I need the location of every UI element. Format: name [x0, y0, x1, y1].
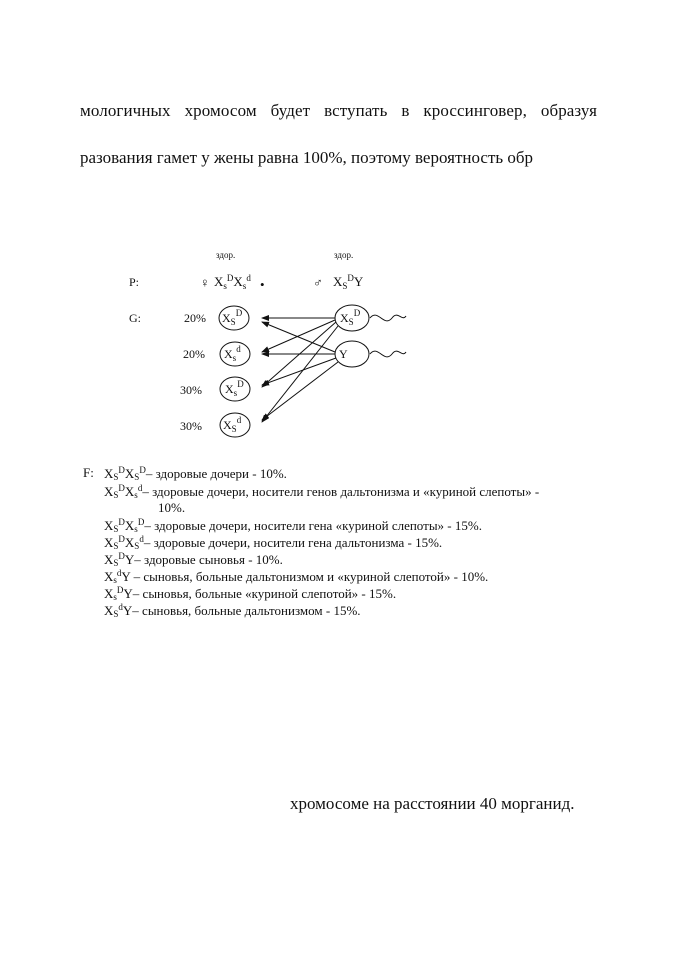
- offspring-description: – здоровые сыновья - 10%.: [134, 552, 283, 567]
- offspring-item: [104, 551, 283, 568]
- female-symbol-icon: ♀: [200, 275, 210, 290]
- offspring-item: [104, 483, 539, 500]
- offspring-item: [104, 517, 482, 534]
- offspring-genotype: $X_s^dY$: [104, 568, 131, 585]
- male-symbol-icon: ♂: [313, 275, 323, 290]
- mother-health-label: здор.: [216, 250, 236, 260]
- offspring-genotype: $X_S^DY$: [104, 551, 135, 568]
- male-gamete-x: [335, 305, 406, 331]
- svg-text:Xsd: $X_s^d$: [224, 344, 241, 363]
- gamete-percent: 30%: [180, 383, 202, 397]
- row-label-p: P:: [129, 275, 140, 289]
- offspring-genotype: $X_S^DX_s^D$: [104, 517, 145, 534]
- female-gamete-2: [183, 342, 250, 366]
- gamete-percent: 20%: [184, 311, 206, 325]
- offspring-description: – сыновья, больные дальтонизмом и «куриной слепотой» - 10%.: [130, 569, 489, 584]
- page-text-line-1: мологичных хромосом будет вступать в кроссинговер, образуя: [80, 101, 597, 120]
- svg-text:XSD: $X_S^D$: [222, 308, 243, 327]
- tail-icon: [370, 315, 406, 321]
- offspring-genotype: $X_S^DX_S^d$: [104, 534, 144, 551]
- female-gamete-1: [184, 306, 249, 330]
- svg-text:Y: Y: [339, 347, 348, 361]
- offspring-genotype: $X_S^dY$: [104, 602, 133, 619]
- female-gamete-3: [180, 377, 250, 401]
- tail-icon: [370, 351, 406, 357]
- offspring-description: – здоровые дочери, носители гена «куриной слепоты» - 15%.: [144, 518, 482, 533]
- page-text-line-3: хромосоме на расстоянии 40 морганид.: [290, 794, 575, 813]
- father-health-label: здор.: [334, 250, 354, 260]
- svg-text:XSD: $X_S^D$: [340, 308, 361, 327]
- offspring-item: [104, 568, 488, 585]
- row-label-g: G:: [129, 311, 141, 325]
- male-gamete-y: [335, 341, 406, 367]
- offspring-item: [104, 465, 287, 482]
- page-text-line-2: разования гамет у жены равна 100%, поэтому вероятность обр: [80, 148, 534, 167]
- offspring-description: – здоровые дочери, носители генов дальтонизма и «куриной слепоты» -: [142, 484, 540, 499]
- offspring-description: – сыновья, больные дальтонизмом - 15%.: [132, 603, 361, 618]
- father-genotype: $X_S^DY$: [333, 273, 364, 291]
- offspring-description: – сыновья, больные «куриной слепотой» - 15%.: [132, 586, 397, 601]
- gamete-percent: 20%: [183, 347, 205, 361]
- offspring-description-continued: 10%.: [158, 500, 186, 515]
- offspring-description: – здоровые дочери - 10%.: [145, 466, 287, 481]
- female-gamete-4: [180, 413, 250, 437]
- gamete-percent: 30%: [180, 419, 202, 433]
- offspring-item: [104, 585, 396, 602]
- offspring-label: F:: [83, 465, 94, 480]
- arrow-x-to-g4: [262, 326, 338, 422]
- svg-text:XSd: $X_S^d$: [223, 415, 242, 434]
- mother-genotype: $X_s^DX_s^d$: [214, 273, 251, 291]
- offspring-genotype: $X_S^DX_s^d$: [104, 483, 143, 500]
- cross-dot: •: [260, 277, 265, 292]
- svg-text:XsD: $X_s^D$: [225, 379, 244, 398]
- offspring-item: [104, 534, 442, 551]
- offspring-genotype: $X_s^DY$: [104, 585, 133, 602]
- offspring-genotype: $X_S^DX_S^D$: [104, 465, 146, 482]
- offspring-item: [104, 602, 361, 619]
- offspring-description: – здоровые дочери, носители гена дальтонизма - 15%.: [143, 535, 443, 550]
